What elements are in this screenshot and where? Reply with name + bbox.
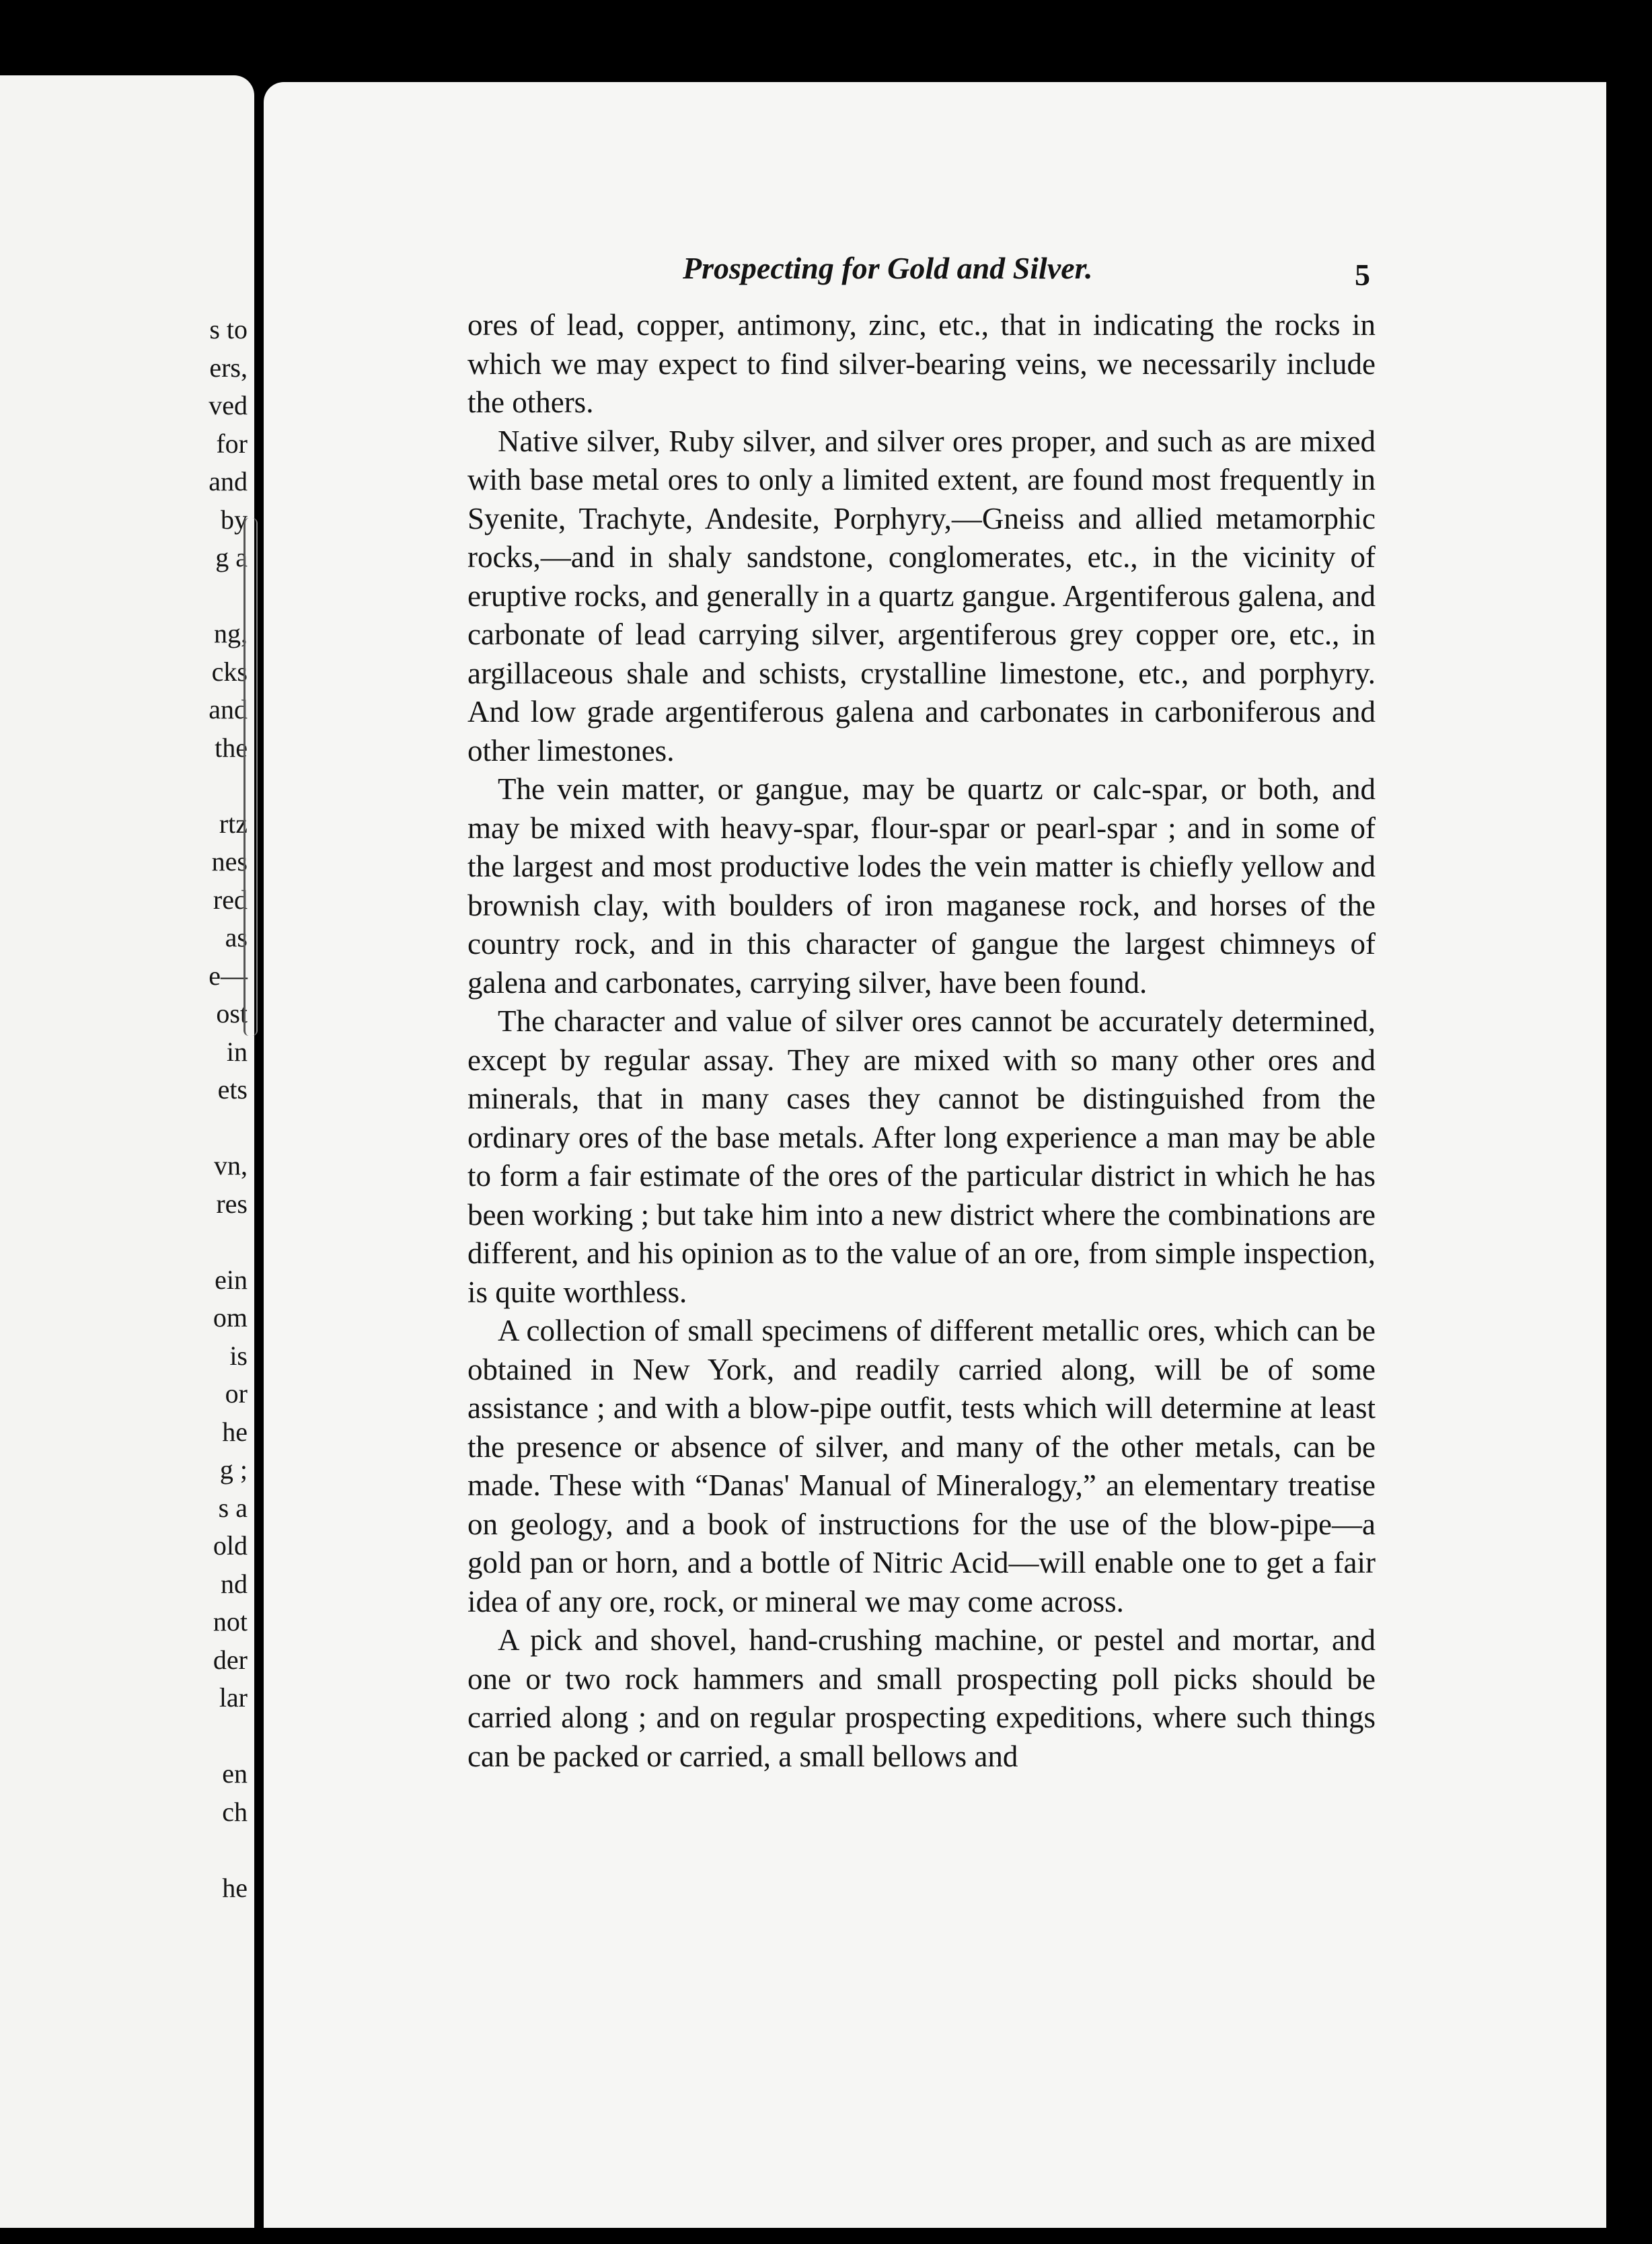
- left-page-fragment: s to: [209, 314, 248, 344]
- left-page-fragment: or: [225, 1378, 248, 1409]
- left-page-fragment: nd: [221, 1568, 248, 1599]
- left-page-fragment: rtz: [219, 808, 248, 839]
- left-page-fragment: g ;: [219, 1454, 248, 1485]
- left-page-fragment: he: [222, 1416, 248, 1447]
- left-page-fragment: in: [226, 1036, 248, 1067]
- left-page-fragment: he: [222, 1872, 248, 1903]
- left-page-fragment: for: [216, 428, 248, 459]
- paragraph: ores of lead, copper, antimony, zinc, etc., that in indicating the rocks in which we may expect to find silver-bearing veins, we necessarily include the others.: [467, 308, 1376, 419]
- left-page-fragment: is: [229, 1340, 248, 1371]
- left-page-fragment: red: [213, 884, 248, 915]
- left-page-fragment: nes: [211, 846, 248, 876]
- left-page-fragment: ein: [215, 1264, 248, 1295]
- left-page-fragment: as: [225, 922, 248, 952]
- body-text: [467, 306, 1376, 1776]
- left-page-fragment: ost: [216, 998, 248, 1028]
- left-page-fragment: ch: [222, 1796, 248, 1827]
- left-page-fragment: g a: [215, 542, 248, 572]
- paragraph: The character and value of silver ores cannot be accurately determined, except by regular assay. They are mixed with so many other ores and minerals, that in many cases they cannot be distinguished from the ordinary ores of the base metals. After long experience a man may be able to form a fair estimate of the ores of the particular district in which he has been working ; but take him into a new district where the combinations are different, and his opinion as to the value of an ore, from simple inspection, is quite worthless.: [467, 1004, 1376, 1309]
- left-page-fragment: om: [213, 1302, 248, 1333]
- left-page-edge: [0, 75, 254, 2228]
- left-page-fragment: lar: [219, 1682, 248, 1713]
- left-page-fragment: vn,: [214, 1150, 248, 1181]
- left-page-fragment: der: [213, 1644, 248, 1675]
- paragraph: Native silver, Ruby silver, and silver ores proper, and such as are mixed with base metal ores to only a limited extent, are found most frequently in Syenite, Trachyte, Andesite, Porphyry,—Gneiss and allied metamorphic rocks,—and in shaly sandstone, conglomerates, etc., in the vicinity of eruptive rocks, and generally in a quartz gangue. Argentiferous galena, and carbonate of lead carrying silver, argentiferous grey copper ore, etc., in argillaceous shale and schists, crystalline limestone, etc., and porphyry. And low grade argentiferous galena and carbonates in carboniferous and other limestones.: [467, 424, 1376, 768]
- page-number: 5: [1355, 258, 1370, 292]
- paragraph: The vein matter, or gangue, may be quartz or calc-spar, or both, and may be mixed with heavy-spar, flour-spar or pearl-spar ; and in some of the largest and most productive lodes the vein matter is chiefly yellow and brownish clay, with boulders of iron maganese rock, and horses of the country rock, and in this character of gangue the largest chimneys of galena and carbonates, carrying silver, have been found.: [467, 772, 1376, 1000]
- left-page-fragment: ved: [209, 390, 248, 420]
- left-page-fragment: and: [209, 694, 248, 724]
- left-page-fragment: the: [215, 732, 248, 763]
- paragraph: A collection of small specimens of different metallic ores, which can be obtained in New York, and readily carried along, will be of some assistance ; and with a blow-pipe outfit, tests which will determine at least the presence or absence of silver, and many of the other metals, can be made. These with “Danas' Manual of Mineralogy,” an elementary treatise on geology, and a book of instructions for the use of the blow-pipe—a gold pan or horn, and a bottle of Nitric Acid—will enable one to get a fair idea of any ore, rock, or mineral we may come across.: [467, 1314, 1376, 1618]
- left-page-fragment: ng,: [214, 618, 248, 648]
- left-page-fragment: and: [209, 466, 248, 496]
- left-page-fragment: old: [213, 1530, 248, 1561]
- left-page-fragment: not: [213, 1606, 248, 1637]
- left-page-fragment: e—: [209, 960, 248, 991]
- left-page-fragment: cks: [211, 656, 248, 687]
- left-page-fragment: by: [221, 504, 248, 535]
- running-head: Prospecting for Gold and Silver.: [683, 251, 1093, 285]
- left-page-fragment: ets: [217, 1074, 248, 1105]
- left-page-fragment: s a: [218, 1492, 248, 1523]
- paragraph: A pick and shovel, hand-crushing machine, or pestel and mortar, and one or two rock hammers and small prospecting poll picks should be carried along ; and on regular prospecting expeditions, where such things can be packed or carried, a small bellows and: [467, 1623, 1376, 1773]
- left-page-fragment: ers,: [209, 352, 248, 383]
- binding-crease: [243, 518, 258, 1036]
- left-page-fragment: res: [216, 1188, 248, 1219]
- left-page-fragment: en: [222, 1758, 248, 1789]
